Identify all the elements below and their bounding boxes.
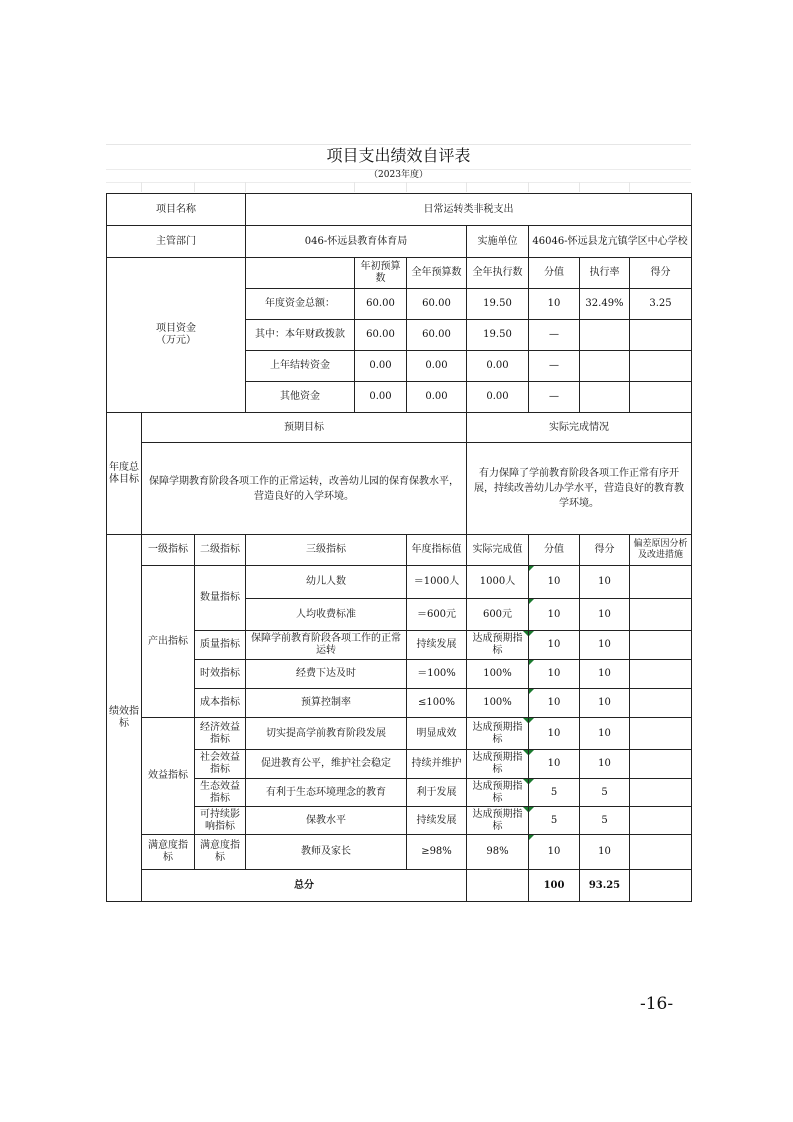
perf-row: [107, 779, 692, 807]
actual-value: 达成预期指标: [467, 750, 529, 779]
score: 10: [580, 835, 630, 870]
score-value: 5: [529, 779, 580, 807]
target-value: 持续并维护: [407, 750, 467, 779]
funds-full: 60.00: [407, 289, 467, 320]
funds-full: 0.00: [407, 351, 467, 382]
deviation-note: [630, 599, 692, 631]
score-value: 10: [529, 660, 580, 689]
funds-header-row: [107, 258, 692, 289]
report-year: （2023年度）: [369, 170, 428, 180]
level2-indicator: 可持续影响指标: [195, 807, 246, 835]
total-value: 100: [529, 870, 580, 902]
expected-goal-header: 预期目标: [142, 413, 467, 443]
perf-row: [107, 660, 692, 689]
actual-value: 达成预期指标: [467, 718, 529, 750]
project-name-label: 项目名称: [107, 194, 246, 226]
score-value: 10: [529, 631, 580, 660]
score-value: 10: [529, 689, 580, 718]
level3-indicator: 保障学前教育阶段各项工作的正常运转: [246, 631, 407, 660]
score-value: 10: [529, 599, 580, 631]
funds-row-label: 年度资金总额：: [246, 289, 355, 320]
score: 10: [580, 750, 630, 779]
deviation-note: [630, 779, 692, 807]
target-value: 利于发展: [407, 779, 467, 807]
evaluation-table: [106, 193, 692, 902]
funds-header: 执行率: [580, 258, 630, 289]
level2-indicator: 生态效益指标: [195, 779, 246, 807]
goals-row: [107, 443, 692, 535]
deviation-note: [630, 689, 692, 718]
perf-row: [107, 750, 692, 779]
level2-indicator: 社会效益指标: [195, 750, 246, 779]
level2-indicator: 质量指标: [195, 631, 246, 660]
target-value: ≤100%: [407, 689, 467, 718]
deviation-note: [630, 631, 692, 660]
funds-exec: 19.50: [467, 320, 529, 351]
total-row: [107, 870, 692, 902]
target-value: ≥98%: [407, 835, 467, 870]
target-value: 持续发展: [407, 807, 467, 835]
actual-value: 100%: [467, 660, 529, 689]
deviation-note: [630, 660, 692, 689]
funds-score: 3.25: [630, 289, 692, 320]
unit-value: 46046-怀远县龙亢镇学区中心学校: [529, 226, 692, 258]
deviation-note: [630, 835, 692, 870]
total-label: 总分: [142, 870, 467, 902]
perf-header: 年度指标值: [407, 535, 467, 566]
deviation-note: [630, 718, 692, 750]
score: 10: [580, 718, 630, 750]
level3-indicator: 人均收费标准: [246, 599, 407, 631]
score: 5: [580, 779, 630, 807]
funds-header: 年初预算数: [355, 258, 407, 289]
level2-indicator: 时效指标: [195, 660, 246, 689]
funds-full: 60.00: [407, 320, 467, 351]
funds-header: 全年预算数: [407, 258, 467, 289]
funds-header: 分值: [529, 258, 580, 289]
perf-header: 分值: [529, 535, 580, 566]
score: 10: [580, 631, 630, 660]
target-value: ＝1000人: [407, 566, 467, 599]
level2-indicator: 经济效益指标: [195, 718, 246, 750]
funds-initial: 0.00: [355, 351, 407, 382]
target-value: 明显成效: [407, 718, 467, 750]
perf-row: [107, 631, 692, 660]
funds-score-value: —: [529, 351, 580, 382]
funds-rate: [580, 351, 630, 382]
level3-indicator: 幼儿人数: [246, 566, 407, 599]
funds-row-label: 其他资金: [246, 382, 355, 413]
funds-header: 全年执行数: [467, 258, 529, 289]
funds-full: 0.00: [407, 382, 467, 413]
actual-goal-text: 有力保障了学前教育阶段各项工作正常有序开展，持续改善幼儿办学水平，营造良好的教育教学环境。: [467, 443, 692, 535]
level3-indicator: 教师及家长: [246, 835, 407, 870]
level3-indicator: 有利于生态环境理念的教育: [246, 779, 407, 807]
funds-initial: 60.00: [355, 289, 407, 320]
perf-row: [107, 689, 692, 718]
perf-indicator-label: 绩效指标: [107, 535, 142, 902]
score-value: 10: [529, 718, 580, 750]
goals-header-row: [107, 413, 692, 443]
level2-indicator: 成本指标: [195, 689, 246, 718]
funds-score: [630, 382, 692, 413]
page-number: -16-: [640, 994, 674, 1014]
annual-goal-label: 年度总体目标: [107, 413, 142, 535]
deviation-note: [630, 807, 692, 835]
level1-indicator: 效益指标: [142, 718, 195, 835]
funds-score-value: —: [529, 382, 580, 413]
funds-score-value: 10: [529, 289, 580, 320]
actual-value: 达成预期指标: [467, 807, 529, 835]
level1-indicator: 满意度指标: [142, 835, 195, 870]
total-blank: [467, 870, 529, 902]
funds-rate: 32.49%: [580, 289, 630, 320]
actual-value: 100%: [467, 689, 529, 718]
funds-score: [630, 351, 692, 382]
target-value: ＝600元: [407, 599, 467, 631]
funds-row-label: 上年结转资金: [246, 351, 355, 382]
level3-indicator: 促进教育公平，维护社会稳定: [246, 750, 407, 779]
perf-header: 二级指标: [195, 535, 246, 566]
level3-indicator: 保教水平: [246, 807, 407, 835]
dept-value: 046-怀远县教育体育局: [246, 226, 467, 258]
funds-exec: 0.00: [467, 382, 529, 413]
perf-row: [107, 807, 692, 835]
actual-value: 达成预期指标: [467, 779, 529, 807]
perf-header: 三级指标: [246, 535, 407, 566]
funds-row-label: 其中：本年财政拨款: [246, 320, 355, 351]
level3-indicator: 预算控制率: [246, 689, 407, 718]
funds-exec: 0.00: [467, 351, 529, 382]
level3-indicator: 切实提高学前教育阶段发展: [246, 718, 407, 750]
deviation-note: [630, 566, 692, 599]
funds-score-value: —: [529, 320, 580, 351]
actual-goal-header: 实际完成情况: [467, 413, 692, 443]
score-value: 10: [529, 566, 580, 599]
score: 5: [580, 807, 630, 835]
perf-row: [107, 835, 692, 870]
funds-score: [630, 320, 692, 351]
score: 10: [580, 689, 630, 718]
actual-value: 1000人: [467, 566, 529, 599]
page-title: 项目支出绩效自评表: [326, 146, 471, 165]
project-name-value: 日常运转类非税支出: [246, 194, 692, 226]
unit-label: 实施单位: [467, 226, 529, 258]
perf-header-row: [107, 535, 692, 566]
target-value: 持续发展: [407, 631, 467, 660]
expected-goal-text: 保障学期教育阶段各项工作的正常运转，改善幼儿园的保育保教水平，营造良好的入学环境。: [142, 443, 467, 535]
funds-initial: 0.00: [355, 382, 407, 413]
total-note: [630, 870, 692, 902]
deviation-note: [630, 750, 692, 779]
funds-label: 项目资金 （万元）: [107, 258, 246, 413]
perf-header: 偏差原因分析及改进措施: [630, 535, 692, 566]
score-value: 5: [529, 807, 580, 835]
perf-header: 一级指标: [142, 535, 195, 566]
level2-indicator: 数量指标: [195, 566, 246, 631]
actual-value: 600元: [467, 599, 529, 631]
perf-header: 得分: [580, 535, 630, 566]
score-value: 10: [529, 750, 580, 779]
target-value: ＝100%: [407, 660, 467, 689]
level2-indicator: 满意度指标: [195, 835, 246, 870]
level1-indicator: 产出指标: [142, 566, 195, 718]
funds-exec: 19.50: [467, 289, 529, 320]
funds-initial: 60.00: [355, 320, 407, 351]
project-name-row: [107, 194, 692, 226]
dept-label: 主管部门: [107, 226, 246, 258]
funds-header: 得分: [630, 258, 692, 289]
perf-header: 实际完成值: [467, 535, 529, 566]
level3-indicator: 经费下达及时: [246, 660, 407, 689]
score: 10: [580, 660, 630, 689]
total-score: 93.25: [580, 870, 630, 902]
funds-header-blank: [246, 258, 355, 289]
perf-row: [107, 718, 692, 750]
funds-rate: [580, 320, 630, 351]
department-row: [107, 226, 692, 258]
score-value: 10: [529, 835, 580, 870]
actual-value: 98%: [467, 835, 529, 870]
score: 10: [580, 599, 630, 631]
actual-value: 达成预期指标: [467, 631, 529, 660]
score: 10: [580, 566, 630, 599]
funds-rate: [580, 382, 630, 413]
perf-row: [107, 566, 692, 599]
